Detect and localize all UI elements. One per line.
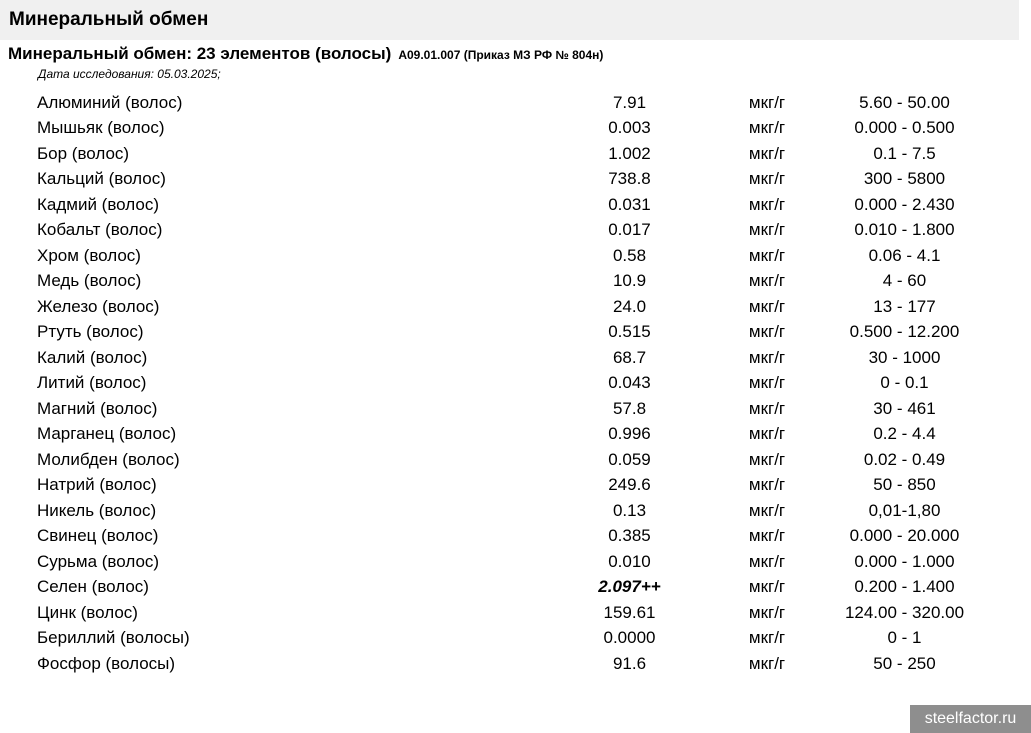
analyte-name: Магний (волос): [37, 398, 158, 418]
reference-range: 50 - 250: [873, 653, 936, 673]
reference-range: 0.000 - 2.430: [854, 194, 955, 214]
result-row: [37, 371, 997, 397]
reference-range: 0 - 0.1: [880, 373, 929, 393]
analyte-name: Хром (волос): [37, 245, 141, 265]
result-value: 0.385: [608, 526, 651, 546]
analyte-name: Кадмий (волос): [37, 194, 159, 214]
result-value: 2.097++: [598, 577, 661, 597]
reference-range: 5.60 - 50.00: [859, 92, 950, 112]
analyte-name: Молибден (волос): [37, 449, 180, 469]
analyte-name: Алюминий (волос): [37, 92, 183, 112]
analyte-name: Литий (волос): [37, 373, 147, 393]
result-unit: мкг/г: [748, 500, 786, 520]
panel-title: Минеральный обмен: 23 элементов (волосы): [8, 44, 392, 63]
result-unit: мкг/г: [748, 245, 786, 265]
result-row: [37, 345, 997, 371]
reference-range: 300 - 5800: [863, 169, 946, 189]
result-row: [37, 192, 997, 218]
result-unit: мкг/г: [748, 373, 786, 393]
result-value: 0.996: [608, 424, 651, 444]
result-value: 24.0: [612, 296, 647, 316]
result-unit: мкг/г: [748, 653, 786, 673]
result-unit: мкг/г: [748, 449, 786, 469]
reference-range: 0.2 - 4.4: [873, 424, 936, 444]
reference-range: 0.000 - 0.500: [854, 118, 955, 138]
analyte-name: Кобальт (волос): [37, 220, 163, 240]
result-value: 0.043: [608, 373, 651, 393]
reference-range: 0.02 - 0.49: [863, 449, 946, 469]
result-row: [37, 141, 997, 167]
result-value: 0.13: [612, 500, 647, 520]
analyte-name: Мышьяк (волос): [37, 118, 165, 138]
analyte-name: Медь (волос): [37, 271, 142, 291]
result-row: [37, 575, 997, 601]
result-row: [37, 269, 997, 295]
result-value: 0.017: [608, 220, 651, 240]
result-row: [37, 651, 997, 677]
reference-range: 30 - 1000: [868, 347, 941, 367]
reference-range: 50 - 850: [873, 475, 936, 495]
site-watermark: steelfactor.ru: [910, 705, 1031, 733]
reference-range: 30 - 461: [873, 398, 936, 418]
result-row: [37, 498, 997, 524]
study-date: Дата исследования: 05.03.2025;: [38, 67, 221, 81]
reference-range: 124.00 - 320.00: [844, 602, 965, 622]
reference-range: 13 - 177: [873, 296, 936, 316]
result-row: [37, 626, 997, 652]
result-value: 91.6: [612, 653, 647, 673]
result-unit: мкг/г: [748, 628, 786, 648]
result-row: [37, 447, 997, 473]
result-row: [37, 549, 997, 575]
result-row: [37, 524, 997, 550]
result-value: 1.002: [608, 143, 651, 163]
analyte-name: Никель (волос): [37, 500, 157, 520]
reference-range: 0.200 - 1.400: [854, 577, 955, 597]
result-value: 0.059: [608, 449, 651, 469]
analyte-name: Бериллий (волосы): [37, 628, 190, 648]
result-value: 0.515: [608, 322, 651, 342]
service-code: A09.01.007 (Приказ МЗ РФ № 804н): [398, 48, 604, 62]
result-value: 7.91: [612, 92, 647, 112]
reference-range: 0.500 - 12.200: [849, 322, 960, 342]
result-row: [37, 167, 997, 193]
result-unit: мкг/г: [748, 271, 786, 291]
result-value: 159.61: [603, 602, 656, 622]
analyte-name: Калий (волос): [37, 347, 148, 367]
analyte-name: Свинец (волос): [37, 526, 159, 546]
result-value: 68.7: [612, 347, 647, 367]
analyte-name: Железо (волос): [37, 296, 160, 316]
result-unit: мкг/г: [748, 347, 786, 367]
analyte-name: Натрий (волос): [37, 475, 157, 495]
reference-range: 0,01-1,80: [868, 500, 941, 520]
result-value: 0.010: [608, 551, 651, 571]
result-value: 249.6: [608, 475, 651, 495]
result-row: [37, 243, 997, 269]
result-value: 0.58: [612, 245, 647, 265]
result-unit: мкг/г: [748, 143, 786, 163]
result-value: 0.0000: [603, 628, 656, 648]
result-unit: мкг/г: [748, 322, 786, 342]
result-row: [37, 396, 997, 422]
result-unit: мкг/г: [748, 169, 786, 189]
result-unit: мкг/г: [748, 118, 786, 138]
analyte-name: Селен (волос): [37, 577, 149, 597]
analyte-name: Марганец (волос): [37, 424, 177, 444]
results-body: [37, 90, 997, 677]
reference-range: 0.1 - 7.5: [873, 143, 936, 163]
result-unit: мкг/г: [748, 220, 786, 240]
result-value: 738.8: [608, 169, 651, 189]
analyte-name: Цинк (волос): [37, 602, 138, 622]
results-table: [37, 90, 997, 677]
result-unit: мкг/г: [748, 194, 786, 214]
result-unit: мкг/г: [748, 475, 786, 495]
result-row: [37, 90, 997, 116]
result-row: [37, 116, 997, 142]
result-unit: мкг/г: [748, 577, 786, 597]
analyte-name: Сурьма (волос): [37, 551, 160, 571]
result-row: [37, 422, 997, 448]
reference-range: 0.010 - 1.800: [854, 220, 955, 240]
result-row: [37, 218, 997, 244]
reference-range: 0.000 - 20.000: [849, 526, 960, 546]
result-unit: мкг/г: [748, 526, 786, 546]
result-unit: мкг/г: [748, 92, 786, 112]
result-unit: мкг/г: [748, 602, 786, 622]
result-unit: мкг/г: [748, 424, 786, 444]
result-unit: мкг/г: [748, 551, 786, 571]
result-row: [37, 473, 997, 499]
reference-range: 0 - 1: [887, 628, 922, 648]
result-value: 0.031: [608, 194, 651, 214]
panel-title-line: [8, 43, 603, 66]
section-header: Минеральный обмен: [0, 0, 1019, 40]
result-row: [37, 294, 997, 320]
analyte-name: Фосфор (волосы): [37, 653, 176, 673]
analyte-name: Кальций (волос): [37, 169, 166, 189]
reference-range: 0.000 - 1.000: [854, 551, 955, 571]
result-unit: мкг/г: [748, 398, 786, 418]
result-row: [37, 600, 997, 626]
result-value: 10.9: [612, 271, 647, 291]
analyte-name: Ртуть (волос): [37, 322, 144, 342]
result-row: [37, 320, 997, 346]
result-value: 0.003: [608, 118, 651, 138]
analyte-name: Бор (волос): [37, 143, 130, 163]
result-unit: мкг/г: [748, 296, 786, 316]
result-value: 57.8: [612, 398, 647, 418]
reference-range: 0.06 - 4.1: [868, 245, 941, 265]
reference-range: 4 - 60: [882, 271, 927, 291]
